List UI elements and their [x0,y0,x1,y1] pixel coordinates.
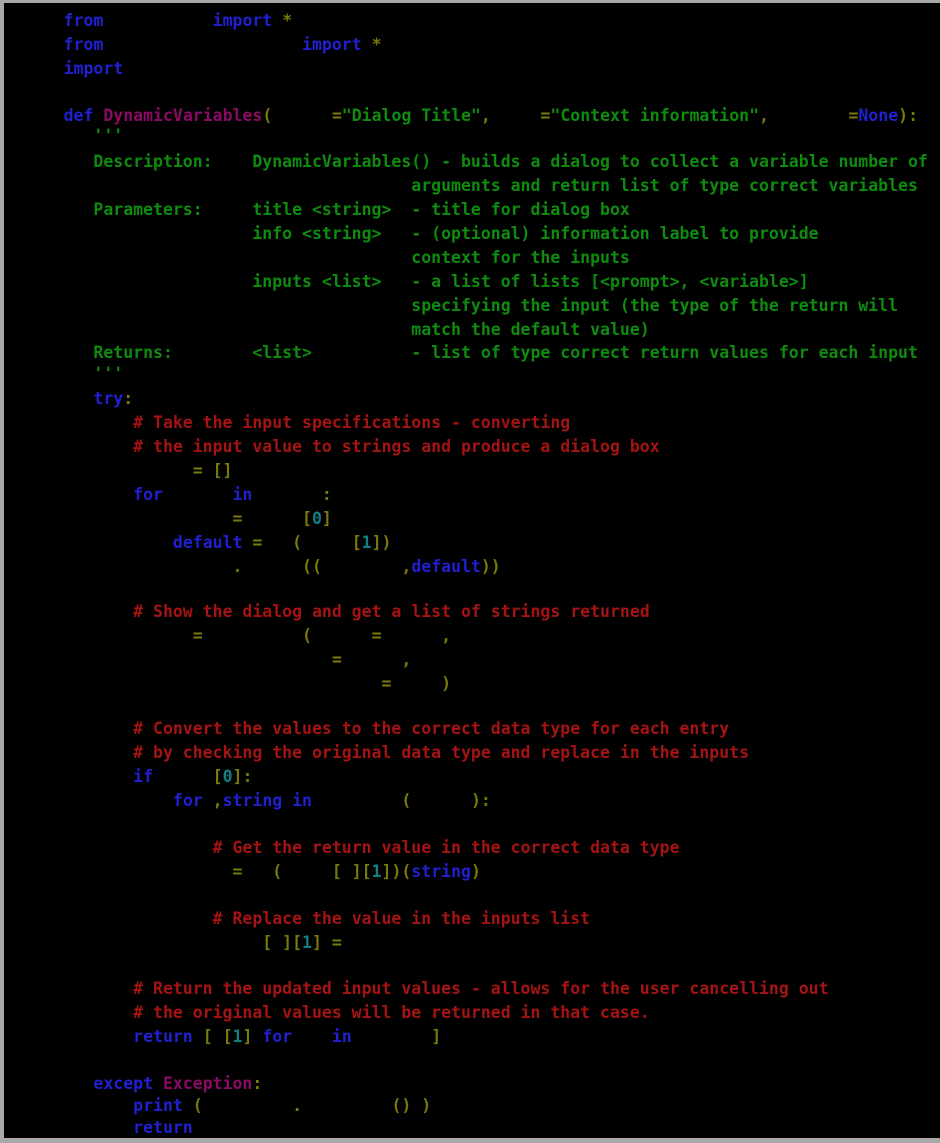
code-token-num: 0 [222,767,233,786]
code-token-punc: ( [302,626,312,645]
code-token-punc: : [123,389,134,408]
code-token-plain [242,557,302,576]
code-token-plain [312,791,401,810]
code-token-plain [213,1027,223,1046]
code-token-punc: () [391,1096,412,1115]
code-token-cmt: # Return the updated input values - allows for the user cancelling out [133,979,829,998]
code-token-punc: . [232,557,243,576]
code-token-dots: ''' [93,364,124,383]
code-token-punc: . [292,1096,303,1115]
code-token-punc: ( [272,862,283,881]
code-token-plain [4,320,93,339]
code-token-plain [282,862,332,881]
code-token-punc: = [331,650,342,669]
code-line[interactable] [4,672,451,696]
code-token-plain [163,485,233,504]
code-token-punc: ] [242,1027,253,1046]
code-token-plain [4,933,262,952]
code-token-punc: ])( [381,862,412,881]
code-line[interactable] [4,884,14,908]
code-token-plain [4,533,173,552]
code-token-cmt: # by checking the original data type and replace in the inputs [133,743,750,762]
code-token-punc: ] [311,933,322,952]
code-token-plain [252,485,322,504]
code-token-kw: for [262,1027,293,1046]
code-line[interactable] [4,435,660,459]
code-token-punc: = [331,106,342,125]
code-token-plain [4,909,213,928]
code-token-cmt: # the original values will be returned in that case. [133,1003,650,1022]
code-token-kw: for [133,485,163,504]
code-line[interactable] [4,741,749,765]
code-token-plain [282,791,292,810]
code-token-builtin: default [411,557,481,576]
code-token-punc: * [282,11,293,30]
code-token-plain [302,1096,391,1115]
code-line[interactable] [4,104,918,128]
code-token-plain [4,413,133,432]
code-line[interactable] [4,81,14,105]
code-token-punc: = [848,106,859,125]
code-token-plain [4,248,93,267]
code-token-plain [411,1096,421,1115]
code-line[interactable] [4,483,332,507]
code-token-plain [4,389,93,408]
code-token-kw: print [133,1096,183,1115]
code-token-cmt: # Show the dialog and get a list of strings returned [133,602,650,621]
code-token-num: 0 [311,509,322,528]
code-token-punc: ) [441,674,452,693]
code-token-plain [242,509,302,528]
code-token-plain [4,437,133,456]
code-token-plain [342,650,402,669]
code-token-plain [4,1096,133,1115]
code-line[interactable] [4,1049,14,1073]
code-line[interactable] [4,270,809,294]
code-token-str: arguments and return list of type correct variables [93,176,918,195]
code-token-punc: = [232,509,243,528]
code-token-plain [4,364,93,383]
code-token-kw: def [63,106,94,125]
code-token-plain [203,626,302,645]
code-token-cmt: # the input value to strings and produce a dialog box [133,437,660,456]
code-line[interactable] [4,813,14,837]
code-token-plain [183,1096,193,1115]
code-token-plain [4,11,64,30]
code-line[interactable] [4,387,133,411]
code-line[interactable] [4,222,819,246]
code-token-punc: [ [351,533,362,552]
code-token-kw: except [93,1074,154,1093]
code-token-plain [153,767,213,786]
code-token-plain [352,1027,431,1046]
code-token-punc: [ [212,767,223,786]
code-line[interactable] [4,246,630,270]
code-token-plain [4,509,232,528]
code-line[interactable] [4,362,123,386]
code-token-plain [312,626,372,645]
code-token-num: 1 [302,933,312,952]
code-canvas[interactable] [4,3,940,1138]
code-token-str: "Dialog Title" [341,106,481,125]
code-token-punc: ) [898,106,909,125]
code-token-punc: : [321,485,332,504]
code-token-plain [103,11,212,30]
code-token-kw: import [302,35,362,54]
code-token-dots: ''' [93,126,124,145]
code-token-cmt: # Replace the value in the inputs list [212,909,591,928]
code-token-str: Returns: <list> - list of type correct return values for each input [93,343,918,362]
code-token-punc: = [331,933,342,952]
code-token-punc: ( [262,106,273,125]
code-token-plain [4,1118,133,1137]
code-line[interactable] [4,1072,262,1096]
code-token-cmt: # Take the input specifications - converting [133,413,571,432]
code-token-punc: = [192,461,203,480]
code-token-plain [322,557,401,576]
code-token-punc: * [371,35,382,54]
code-token-plain [4,152,93,171]
code-token-punc: ) [470,862,481,881]
code-line[interactable] [4,9,292,33]
code-token-plain [4,126,93,145]
code-token-punc: : [242,767,253,786]
code-token-punc: ] [431,1027,442,1046]
code-token-plain [4,200,93,219]
code-token-str: Description: DynamicVariables() - builds a dialog to collect a variable number of [93,152,928,171]
code-token-punc: , [212,791,223,810]
code-token-plain [4,1027,133,1046]
code-line[interactable] [4,624,451,648]
code-token-plain [193,1027,203,1046]
code-token-fn: Exception [162,1074,253,1093]
code-line[interactable] [4,411,570,435]
code-line[interactable] [4,198,630,222]
code-token-punc: [ ][ [331,862,372,881]
code-token-plain [411,791,471,810]
code-token-plain [4,106,64,125]
code-line[interactable] [4,860,481,884]
code-line[interactable] [4,57,123,81]
code-token-punc: ( [401,791,412,810]
code-token-plain [4,461,193,480]
code-token-punc: , [401,650,412,669]
code-token-plain [769,106,848,125]
code-token-kw: in [331,1027,352,1046]
code-token-punc: = [371,626,382,645]
code-token-kw: if [133,767,154,786]
code-token-kw: import [63,59,124,78]
code-token-str: "Context information" [550,106,760,125]
code-token-str: info <string> - (optional) information label to provide [93,224,819,243]
code-line[interactable] [4,977,829,1001]
code-token-fn: DynamicVariables [103,106,263,125]
code-line[interactable] [4,318,650,342]
code-line[interactable] [4,600,650,624]
code-line[interactable] [4,765,252,789]
code-line[interactable] [4,1094,431,1118]
code-line[interactable] [4,459,233,483]
code-token-plain [4,602,133,621]
code-token-plain [382,626,442,645]
code-token-plain [491,106,541,125]
code-token-plain [4,674,382,693]
code-token-kw: import [212,11,273,30]
code-token-plain [292,1027,332,1046]
code-token-plain [4,719,133,738]
code-token-num: 1 [371,862,382,881]
code-token-plain [4,862,232,881]
code-token-str: context for the inputs [93,248,630,267]
code-token-plain [153,1074,163,1093]
code-token-punc: = [232,862,243,881]
code-token-punc: , [441,626,452,645]
code-token-punc: ( [192,1096,203,1115]
code-token-punc: [] [212,461,233,480]
code-token-str: Parameters: title <string> - title for dialog box [93,200,630,219]
code-token-str: specifying the input (the type of the return will [93,296,899,315]
code-line[interactable] [4,341,918,365]
code-token-punc: ) [421,1096,432,1115]
code-token-plain [4,979,133,998]
code-token-kw: in [292,791,312,810]
code-token-plain [203,461,213,480]
code-token-punc: [ [222,1027,233,1046]
code-token-plain [4,743,133,762]
code-token-kw: for [172,791,203,810]
code-token-str: match the default value) [93,320,650,339]
code-line[interactable] [4,531,391,555]
code-token-punc: = [540,106,551,125]
code-token-plain [203,1096,292,1115]
code-token-plain [4,791,173,810]
code-token-punc: ]) [371,533,392,552]
code-token-num: 1 [361,533,372,552]
code-token-plain [4,767,133,786]
code-token-plain [4,1074,93,1093]
code-token-punc: ( [292,533,303,552]
code-token-punc: ) [470,791,481,810]
code-token-punc: , [480,106,491,125]
code-token-plain [362,35,372,54]
code-token-kw: return [133,1118,193,1137]
code-token-punc: : [252,1074,263,1093]
code-line[interactable] [4,1025,441,1049]
code-token-str: inputs <list> - a list of lists [<prompt>, <variable>] [93,272,809,291]
code-token-plain [391,674,441,693]
code-line[interactable] [4,931,342,955]
code-token-kw: from [63,11,104,30]
code-token-punc: , [401,557,412,576]
code-line[interactable] [4,1116,193,1138]
code-line[interactable] [4,150,928,174]
code-token-num: 1 [232,1027,243,1046]
code-line[interactable] [4,789,491,813]
code-token-punc: = [252,533,263,552]
code-token-plain [4,224,93,243]
code-token-punc: [ [202,1027,213,1046]
code-token-plain [4,35,64,54]
code-line[interactable] [4,124,123,148]
code-token-punc: (( [302,557,322,576]
code-token-plain [93,106,103,125]
code-token-punc: ] [321,509,332,528]
code-token-plain [4,343,93,362]
code-line[interactable] [4,648,411,672]
code-token-punc: , [759,106,769,125]
code-token-plain [242,533,252,552]
code-line[interactable] [4,507,332,531]
code-token-punc: [ ][ [262,933,303,952]
code-line[interactable] [4,555,501,579]
code-line[interactable] [4,836,680,860]
code-token-builtin: default [172,533,243,552]
code-token-plain [252,1027,262,1046]
code-token-builtin: None [858,106,899,125]
code-line[interactable] [4,1001,650,1025]
code-line[interactable] [4,907,590,931]
code-token-plain [4,650,332,669]
code-token-plain [4,296,93,315]
code-token-punc: = [192,626,203,645]
code-token-plain [4,626,193,645]
code-token-punc: : [480,791,491,810]
code-token-plain [4,176,93,195]
code-token-plain [322,933,332,952]
code-token-plain [4,272,93,291]
code-token-punc: = [381,674,392,693]
code-token-plain [4,838,213,857]
code-token-plain [4,59,64,78]
code-line[interactable] [4,174,918,198]
code-token-builtin: string [411,862,471,881]
code-token-cmt: # Convert the values to the correct data type for each entry [133,719,730,738]
code-line[interactable] [4,33,382,57]
code-token-cmt: # Get the return value in the correct data type [212,838,680,857]
code-token-punc: )) [480,557,501,576]
code-token-plain [262,533,292,552]
code-line[interactable] [4,717,729,741]
code-token-plain [272,11,282,30]
code-line[interactable] [4,294,898,318]
code-token-kw: from [63,35,104,54]
code-token-plain [4,1003,133,1022]
code-token-punc: : [908,106,919,125]
code-token-punc: [ [302,509,312,528]
code-token-punc: ] [232,767,243,786]
code-token-plain [4,485,133,504]
code-token-kw: try [93,389,124,408]
code-line[interactable] [4,955,14,979]
code-token-plain [242,862,272,881]
code-token-plain [272,106,332,125]
code-token-plain [103,35,302,54]
code-token-plain [203,791,213,810]
code-token-builtin: string [222,791,283,810]
code-token-kw: in [232,485,253,504]
code-token-plain [302,533,352,552]
code-token-kw: return [133,1027,193,1046]
code-token-plain [4,557,232,576]
